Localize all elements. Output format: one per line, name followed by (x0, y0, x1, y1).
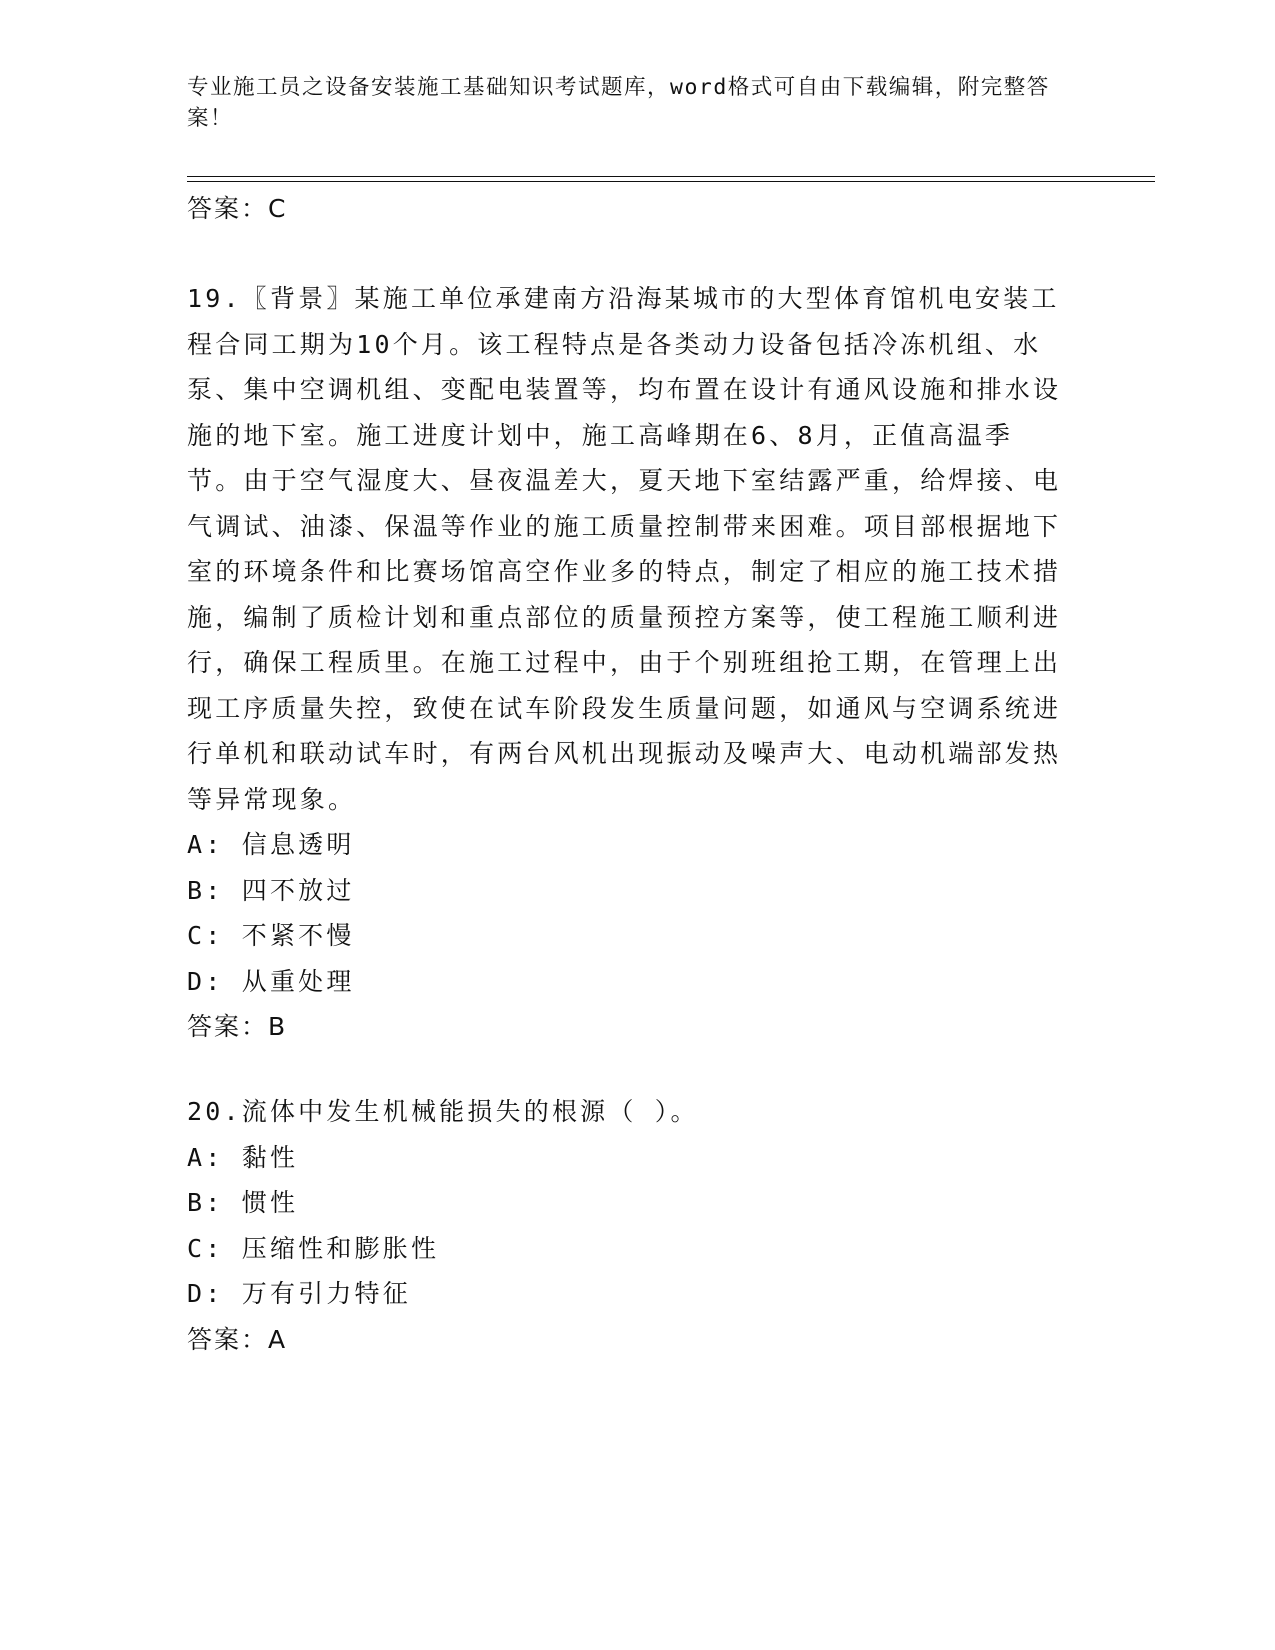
question-text: 20.流体中发生机械能损失的根源（ ）。 (187, 1097, 699, 1126)
question-block-20 (187, 1089, 1067, 1362)
option-d: D: 万有引力特征 (187, 1279, 411, 1308)
option-c: C: 不紧不慢 (187, 921, 355, 950)
page-header: 专业施工员之设备安装施工基础知识考试题库，word格式可自由下载编辑，附完整答案！ (187, 75, 1050, 131)
header-rule-bottom (187, 181, 1155, 182)
question-text: 19.〖背景〗某施工单位承建南方沿海某城市的大型体育馆机电安装工程合同工期为10个月。该工程特点是各类动力设备包括冷冻机组、水泵、集中空调机组、变配电装置等，均布置在设计有通风设施和排水设施的地下室。施工进度计划中，施工高峰期在6、8月，正值高温季节。由于空气湿度大、昼夜温差大，夏天地下室结露严重，给焊接、电气调试、油漆、保温等作业的施工质量控制带来困难。项目部根据地下室的环境条件和比赛场馆高空作业多的特点，制定了相应的施工技术措施，编制了质检计划和重点部位的质量预控方案等，使工程施工顺利进行，确保工程质里。在施工过程中，由于个别班组抢工期，在管理上出现工序质量失控，致使在试车阶段发生质量问题，如通风与空调系统进行单机和联动试车时，有两台风机出现振动及噪声大、电动机端部发热等异常现象。 (187, 284, 1062, 814)
spacer (187, 231, 1067, 276)
option-b: B: 四不放过 (187, 875, 355, 905)
question-block-19 (187, 276, 1067, 1049)
answer-text: 答案：A (187, 1324, 288, 1354)
page-content (187, 186, 1067, 1362)
option-a: A: 黏性 (187, 1142, 299, 1172)
answer-text: 答案：B (187, 1012, 288, 1041)
header-rule-top (187, 176, 1155, 177)
option-c: C: 压缩性和膨胀性 (187, 1233, 440, 1263)
option-d: D: 从重处理 (187, 966, 355, 996)
spacer (187, 1049, 1067, 1089)
option-a: A: 信息透明 (187, 830, 355, 859)
option-b: B: 惯性 (187, 1188, 299, 1217)
previous-answer: 答案：C (187, 194, 288, 223)
